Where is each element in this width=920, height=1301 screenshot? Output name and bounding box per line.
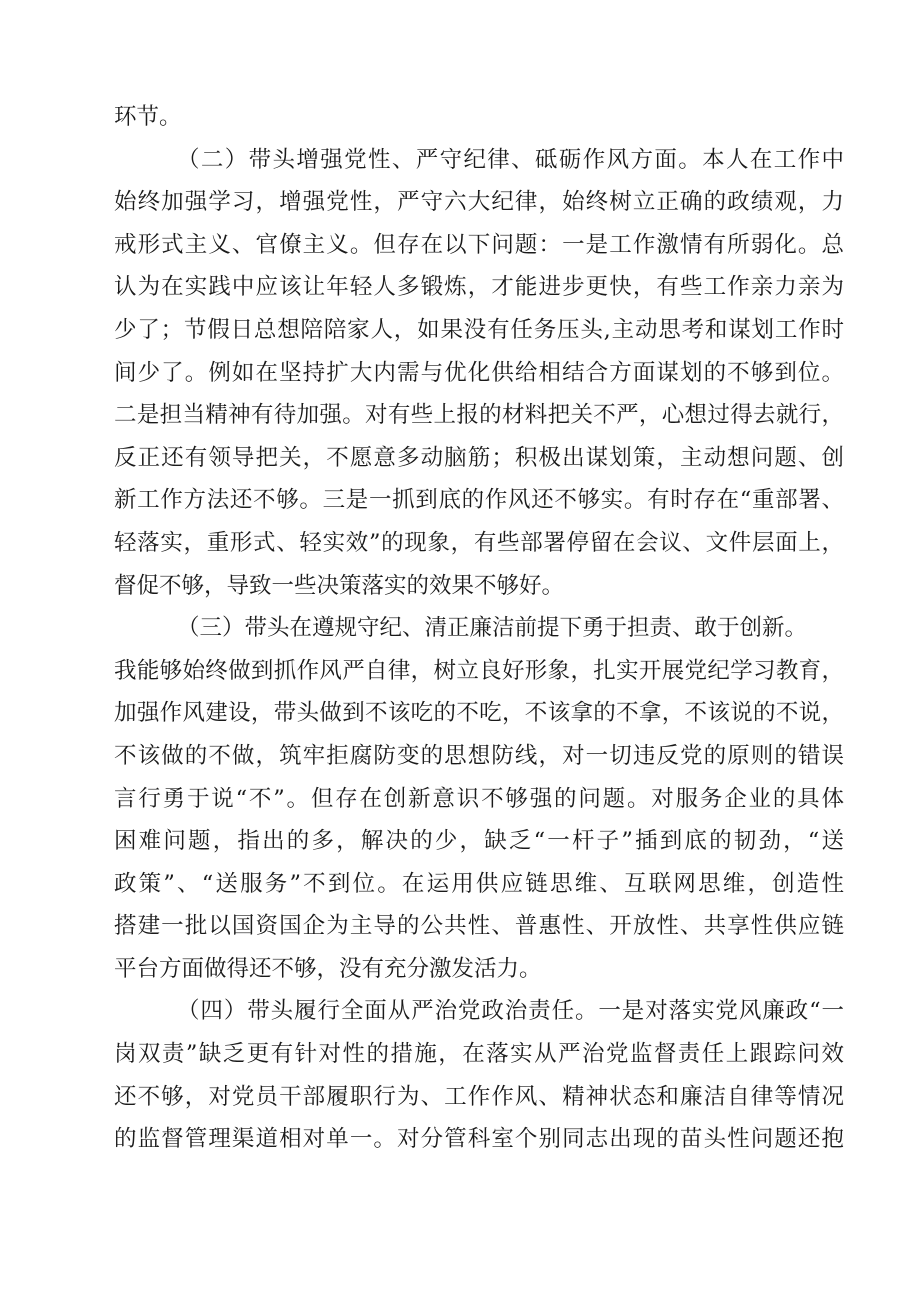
section-heading-line: （二）带头增强党性、严守纪律、砥砺作风方面。本人在工作中 [177,146,844,173]
paragraph-line: 加强作风建设，带头做到不该吃的不吃，不该拿的不拿，不该说的不说， [114,700,844,727]
paragraph-line: 轻落实，重形式、轻实效”的现象，有些部署停留在会议、文件层面上， [114,529,844,556]
section-heading-line: （三）带头在遵规守纪、清正廉洁前提下勇于担责、敢于创新。 [177,615,808,642]
section-heading-line: （四）带头履行全面从严治党政治责任。一是对落实党风廉政“一 [177,998,844,1025]
paragraph-line: 我能够始终做到抓作风严自律，树立良好形象，扎实开展党纪学习教育， [114,657,844,684]
paragraph-line: 认为在实践中应该让年轻人多锻炼，才能进步更快，有些工作亲力亲为 [114,274,844,301]
paragraph-line: 不该做的不做，筑牢拒腐防变的思想防线，对一切违反党的原则的错误 [114,742,844,769]
paragraph-line: 环节。 [114,104,182,130]
paragraph-line: 平台方面做得还不够，没有充分激发活力。 [114,955,542,982]
paragraph-line: 戒形式主义、官僚主义。但存在以下问题：一是工作激情有所弱化。总 [114,231,844,258]
paragraph-line: 政策”、“送服务”不到位。在运用供应链思维、互联网思维，创造性 [114,870,844,897]
paragraph-line: 搭建一批以国资国企为主导的公共性、普惠性、开放性、共享性供应链 [114,913,844,940]
paragraph-line: 反正还有领导把关，不愿意多动脑筋；积极出谋划策，主动想问题、创 [114,444,844,471]
paragraph-line: 督促不够，导致一些决策落实的效果不够好。 [114,572,565,599]
paragraph-line: 的监督管理渠道相对单一。对分管科室个别同志出现的苗头性问题还抱 [114,1126,844,1153]
paragraph-line: 言行勇于说“不”。但存在创新意识不够强的问题。对服务企业的具体 [114,785,844,812]
paragraph-line: 间少了。例如在坚持扩大内需与优化供给相结合方面谋划的不够到位。 [114,359,844,386]
paragraph-line: 二是担当精神有待加强。对有些上报的材料把关不严，心想过得去就行， [114,402,844,429]
paragraph-line: 新工作方法还不够。三是一抓到底的作风还不够实。有时存在“重部署、 [114,487,844,514]
paragraph-line: 困难问题，指出的多，解决的少，缺乏“一杆子”插到底的韧劲，“送 [114,828,844,855]
paragraph-line: 岗双责”缺乏更有针对性的措施，在落实从严治党监督责任上跟踪问效 [114,1041,844,1068]
paragraph-line: 还不够，对党员干部履职行为、工作作风、精神状态和廉洁自律等情况 [114,1083,844,1110]
paragraph-line: 少了；节假日总想陪陪家人，如果没有任务压头,主动思考和谋划工作时 [114,316,844,343]
document-body [114,96,844,1161]
paragraph-line: 始终加强学习，增强党性，严守六大纪律，始终树立正确的政绩观，力 [114,189,844,216]
